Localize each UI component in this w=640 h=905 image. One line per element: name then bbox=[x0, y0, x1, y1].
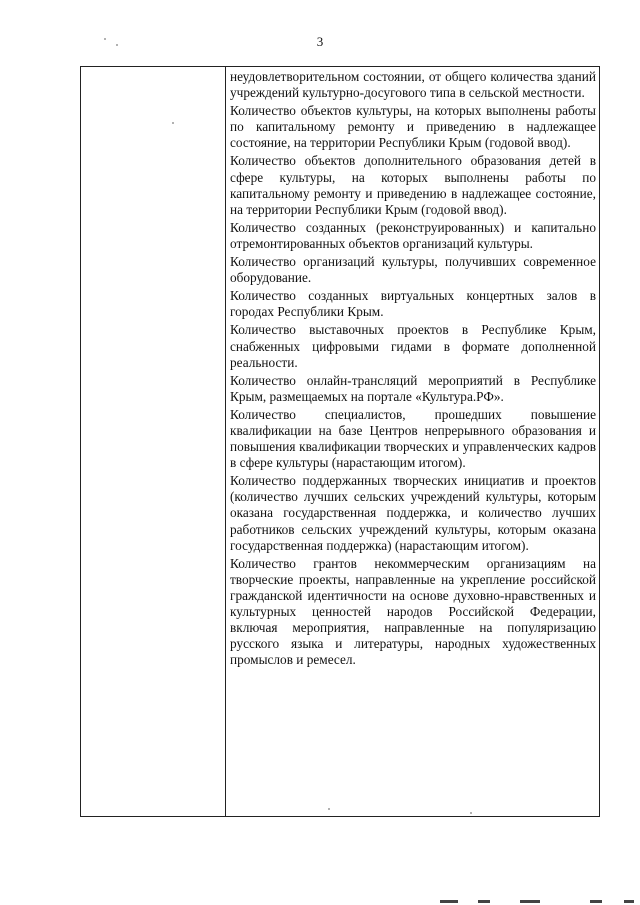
scan-speck bbox=[328, 808, 330, 810]
indicator-text: Количество созданных виртуальных концертных залов в городах Республики Крым. bbox=[230, 288, 596, 320]
table-right-column bbox=[226, 67, 599, 816]
footer-scan-mark bbox=[440, 900, 458, 903]
table-left-column bbox=[81, 67, 226, 816]
footer-scan-mark bbox=[520, 900, 540, 903]
page-number: 3 bbox=[316, 34, 324, 49]
indicator-text: Количество созданных (реконструированных) и капитально отремонтированных объектов организаций культуры. bbox=[230, 219, 596, 251]
footer-scan-mark bbox=[478, 900, 490, 903]
scan-speck bbox=[470, 812, 472, 814]
scan-speck bbox=[104, 38, 106, 40]
indicator-text: Количество объектов дополнительного образования детей в сфере культуры, на которых выполнены работы по капитальному ремонту и приведению в надлежащее состояние, на территории Республики Крым (годовой ввод). bbox=[230, 153, 596, 217]
scan-speck bbox=[172, 122, 174, 124]
indicator-text: Количество онлайн-трансляций мероприятий в Республике Крым, размещаемых на портале «Культура.РФ». bbox=[230, 372, 596, 404]
indicator-text: Количество поддержанных творческих инициатив и проектов (количество лучших сельских учреждений культуры, которым оказана государственная поддержка, и количество лучших работников сельских учреждений культуры, которым оказана государственная поддержка) (нарастающим итогом). bbox=[230, 473, 596, 553]
indicator-text: Количество объектов культуры, на которых выполнены работы по капитальному ремонту и приведению в надлежащее состояние, на территории Республики Крым (годовой ввод). bbox=[230, 103, 596, 151]
indicator-text: Количество специалистов, прошедших повышение квалификации на базе Центров непрерывного образования и повышения квалификации творческих и управленческих кадров в сфере культуры (нарастающим итогом). bbox=[230, 406, 596, 471]
indicator-table bbox=[80, 66, 600, 817]
footer-scan-mark bbox=[624, 900, 634, 903]
scan-speck bbox=[116, 44, 118, 46]
indicator-text: неудовлетворительном состоянии, от общего количества зданий учреждений культурно-досугового типа в сельской местности. bbox=[230, 69, 596, 101]
footer-scan-mark bbox=[590, 900, 602, 903]
indicator-text: Количество грантов некоммерческим организациям на творческие проекты, направленные на укрепление российской гражданской идентичности на основе духовно-нравственных и культурных ценностей народов Российской Федерации, включая мероприятия, направленные на популяризацию русского языка и литературы, народных художественных промыслов и ремесел. bbox=[230, 555, 596, 668]
indicator-text: Количество организаций культуры, получивших современное оборудование. bbox=[230, 254, 596, 286]
indicator-text: Количество выставочных проектов в Республике Крым, снабженных цифровыми гидами в формате дополненной реальности. bbox=[230, 322, 596, 370]
